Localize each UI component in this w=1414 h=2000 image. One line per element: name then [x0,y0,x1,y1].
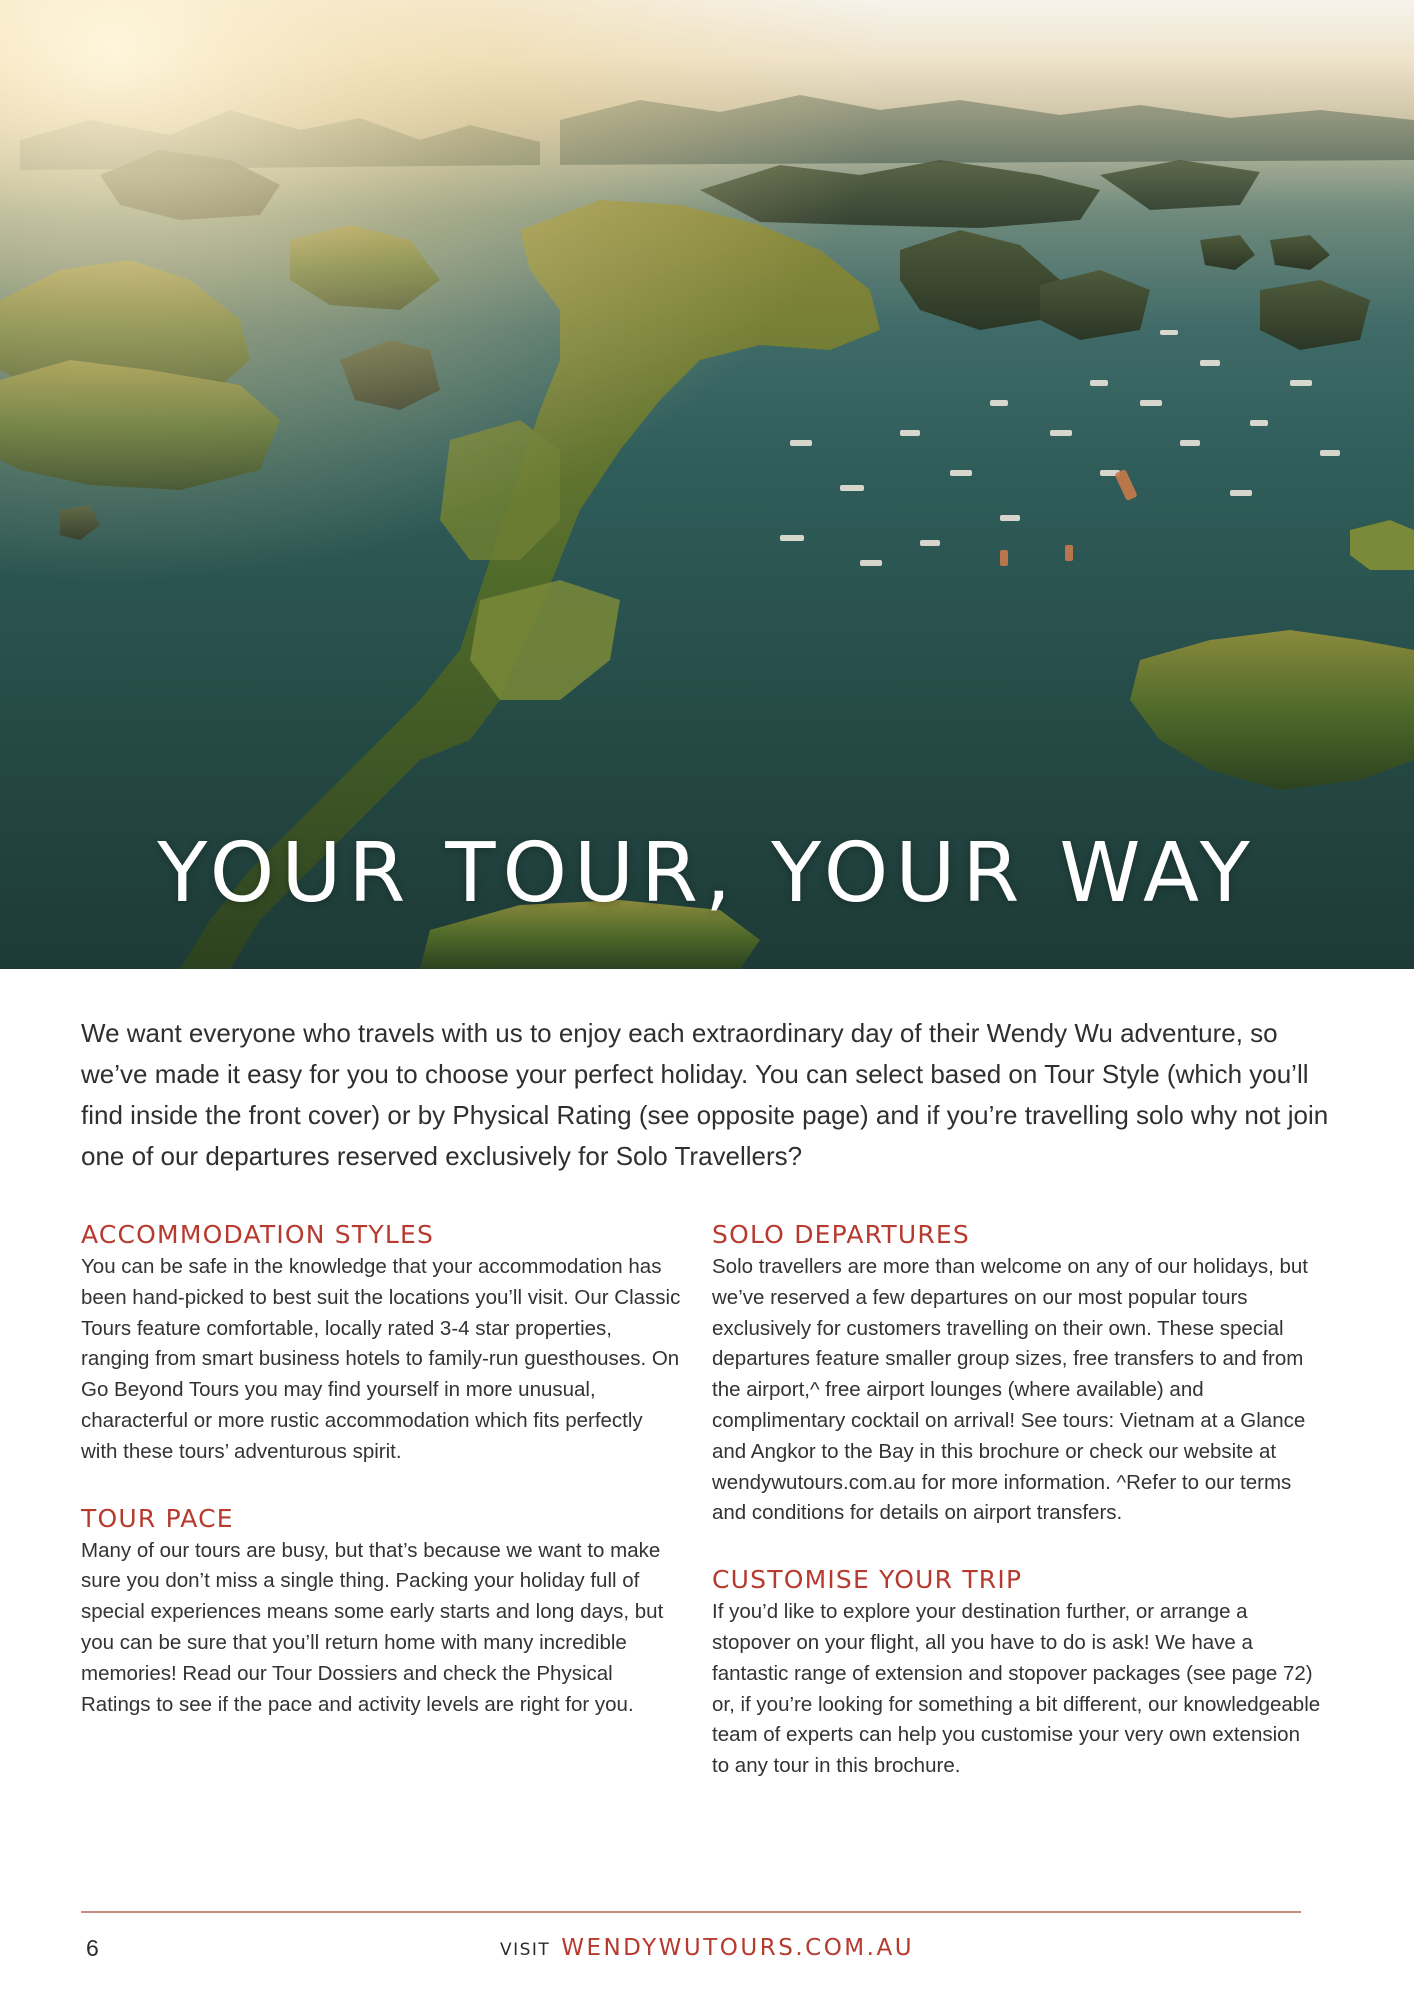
tour-pace-heading: TOUR PACE [81,1503,234,1533]
customise-trip-heading: CUSTOMISE YOUR TRIP [712,1565,1023,1595]
left-column [81,1220,681,1756]
page-number: 6 [86,1935,99,1961]
accommodation-styles-section [81,1220,681,1468]
accommodation-styles-body: You can be safe in the knowledge that your accommodation has been hand-picked to best suit the locations you’ll visit. Our Classic Tours feature comfortable, locally rated 3-4 star properties, ranging from smart business hotels to family-run guesthouses. On Go Beyond Tours you may find yourself in more unusual, characterful or more rustic accommodation which fits perfectly with these tours’ adventurous spirit. [81,1255,681,1463]
intro-paragraph: We want everyone who travels with us to enjoy each extraordinary day of their Wendy Wu adventure, so we’ve made it easy for you to choose your perfect holiday. You can select based on Tour Style (which you’ll find inside the front cover) or by Physical Rating (see opposite page) and if you’re travelling solo why not join one of our departures reserved exclusively for Solo Travellers? [81,1018,1329,1171]
page-title: YOUR TOUR, YOUR WAY [157,826,1257,921]
visit-label: VISIT [499,1940,551,1960]
right-column [712,1220,1322,1818]
customise-trip-section [712,1565,1322,1782]
solo-departures-section [712,1220,1322,1529]
hero-image [0,0,1414,969]
tour-pace-body: Many of our tours are busy, but that’s because we want to make sure you don’t miss a single thing. Packing your holiday full of special experiences means some early starts and long days, but you can be sure that you’ll return home with many incredible memories! Read our Tour Dossiers and check the Physical Ratings to see if the pace and activity levels are right for you. [81,1538,664,1716]
footer-visit [0,1935,1414,1961]
solo-departures-heading: SOLO DEPARTURES [712,1220,970,1249]
ha-long-bay-landscape [0,0,1414,969]
website-link[interactable]: WENDYWUTOURS.COM.AU [561,1935,915,1961]
solo-departures-body: Solo travellers are more than welcome on any of our holidays, but we’ve reserved a few departures on our most popular tours exclusively for customers travelling on their own. These special departures feature smaller group sizes, free transfers to and from the airport,^ free airport lounges (where available) and complimentary cocktail on arrival! See tours: Vietnam at a Glance and Angkor to the Bay in this brochure or check our website at wendywutours.com.au for more information. ^Refer to our terms and conditions for details on airport transfers. [712,1255,1308,1525]
customise-trip-body: If you’d like to explore your destination further, or arrange a stopover on your flight, all you have to do is ask! We have a fantastic range of extension and stopover packages (see page 72) or, if you’re looking for something a bit different, our knowledgeable team of experts can help you customise your very own extension to any tour in this brochure. [712,1600,1321,1778]
footer-divider [81,1911,1301,1913]
accommodation-styles-heading: ACCOMMODATION STYLES [81,1220,435,1249]
tour-pace-section [81,1504,681,1721]
